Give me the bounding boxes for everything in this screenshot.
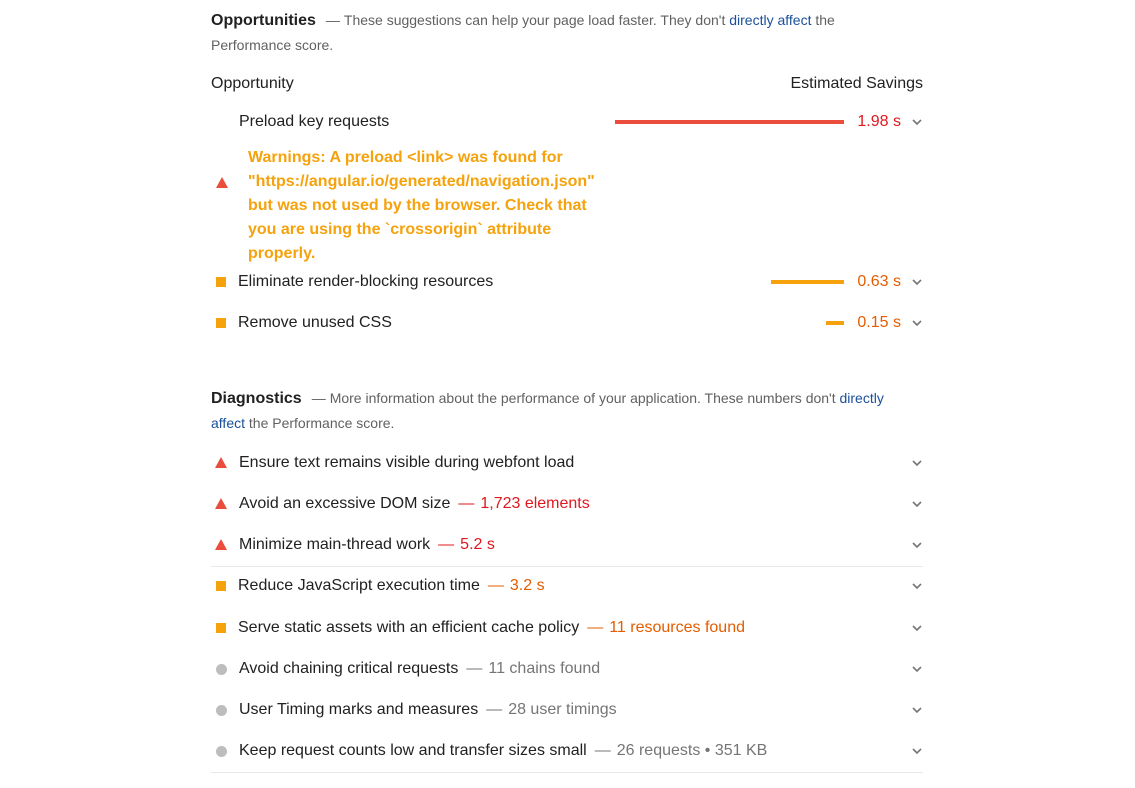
dash-separator: — xyxy=(438,536,455,553)
diagnostic-detail-value: 1,723 elements xyxy=(480,495,590,512)
opportunity-label: Eliminate render-blocking resources xyxy=(238,273,494,290)
opportunity-column-header: Opportunity xyxy=(211,75,294,92)
diagnostics-description: More information about the performance of your application. These numbers don't xyxy=(329,390,836,406)
diagnostic-detail-value: 11 chains found xyxy=(488,660,601,677)
diagnostic-row-request-counts[interactable] xyxy=(211,731,923,771)
chevron-down-icon[interactable] xyxy=(911,704,923,716)
chevron-down-icon[interactable] xyxy=(911,317,923,329)
savings-bar xyxy=(826,321,844,325)
diagnostic-title: Avoid chaining critical requests xyxy=(239,660,459,677)
opportunity-row-unused-css[interactable] xyxy=(211,303,923,343)
dash-separator: — xyxy=(487,577,504,594)
chevron-down-icon[interactable] xyxy=(911,276,923,288)
chevron-down-icon[interactable] xyxy=(911,116,923,128)
diagnostic-row-cache-policy[interactable] xyxy=(211,608,923,648)
savings-bar xyxy=(615,120,844,124)
square-icon xyxy=(216,277,226,287)
dash-separator: — xyxy=(486,701,503,718)
square-icon xyxy=(216,318,226,328)
square-icon xyxy=(216,623,226,633)
opportunities-description: These suggestions can help your page load faster. They don't xyxy=(343,12,726,28)
dash-separator: — xyxy=(458,495,475,512)
diagnostics-description-end: the Performance score. xyxy=(248,415,395,431)
savings-value: 1.98 s xyxy=(857,113,901,130)
opportunities-header xyxy=(211,8,851,57)
diagnostic-detail xyxy=(466,660,600,677)
triangle-icon xyxy=(215,498,227,509)
opportunity-label: Remove unused CSS xyxy=(238,314,392,331)
dash-separator: — xyxy=(311,390,326,406)
triangle-icon xyxy=(215,539,227,550)
diagnostics-header xyxy=(211,386,911,435)
dash-separator: — xyxy=(325,12,340,28)
chevron-down-icon[interactable] xyxy=(911,457,923,469)
opportunities-title: Opportunities xyxy=(211,12,316,29)
circle-icon xyxy=(216,705,227,716)
diagnostic-detail xyxy=(587,619,745,636)
opportunity-column-headers xyxy=(211,72,923,96)
row-divider xyxy=(211,772,923,773)
diagnostic-label xyxy=(239,649,600,689)
diagnostic-row-main-thread[interactable] xyxy=(211,525,923,565)
diagnostic-row-dom-size[interactable] xyxy=(211,484,923,524)
savings-value: 0.15 s xyxy=(857,314,901,331)
warning-triangle-icon xyxy=(216,177,228,188)
savings-value: 0.63 s xyxy=(857,273,901,290)
diagnostic-row-critical-chains[interactable] xyxy=(211,649,923,689)
estimated-savings-column-header: Estimated Savings xyxy=(790,75,923,92)
opportunities-description-end: the Performance score. xyxy=(211,12,835,53)
diagnostic-title: Reduce JavaScript execution time xyxy=(238,577,480,594)
diagnostic-detail-value: 28 user timings xyxy=(508,701,617,718)
circle-icon xyxy=(216,664,227,675)
diagnostic-label xyxy=(239,484,590,524)
diagnostic-detail-value: 3.2 s xyxy=(509,577,545,594)
chevron-down-icon[interactable] xyxy=(911,745,923,757)
diagnostic-label xyxy=(238,608,745,648)
chevron-down-icon[interactable] xyxy=(911,622,923,634)
diagnostic-label xyxy=(239,525,495,565)
diagnostic-title: Serve static assets with an efficient cache policy xyxy=(238,619,580,636)
diagnostic-row-js-execution[interactable] xyxy=(211,566,923,606)
savings-bar xyxy=(771,280,844,284)
diagnostic-detail-value: 26 requests • 351 KB xyxy=(616,742,768,759)
diagnostic-title: Ensure text remains visible during webfont load xyxy=(239,454,575,471)
dash-separator: — xyxy=(594,742,611,759)
chevron-down-icon[interactable] xyxy=(911,663,923,675)
diagnostic-label xyxy=(238,566,545,606)
diagnostic-detail xyxy=(458,495,589,512)
diagnostic-title: Keep request counts low and transfer sizes small xyxy=(239,742,587,759)
diagnostics-title: Diagnostics xyxy=(211,390,302,407)
directly-affect-link[interactable]: directly affect xyxy=(729,12,812,28)
warning-text: Warnings: A preload <link> was found for "https://angular.io/generated/navigation.json" but was not used by the browser. Check that you are using the `crossorigin` attribute properly. xyxy=(248,149,595,262)
dash-separator: — xyxy=(466,660,483,677)
square-icon xyxy=(216,581,226,591)
chevron-down-icon[interactable] xyxy=(911,539,923,551)
diagnostic-label xyxy=(239,443,574,483)
diagnostic-title: Avoid an excessive DOM size xyxy=(239,495,451,512)
diagnostic-detail xyxy=(488,577,545,594)
diagnostic-title: Minimize main-thread work xyxy=(239,536,431,553)
diagnostic-detail-value: 5.2 s xyxy=(460,536,495,553)
chevron-down-icon[interactable] xyxy=(911,580,923,592)
diagnostic-detail xyxy=(438,536,495,553)
diagnostic-detail-value: 11 resources found xyxy=(609,619,745,636)
opportunity-row-render-blocking[interactable] xyxy=(211,262,923,302)
directly-affect-link[interactable]: directly affect xyxy=(211,390,884,431)
diagnostic-detail xyxy=(595,742,768,759)
diagnostic-detail xyxy=(486,701,617,718)
diagnostic-label xyxy=(239,690,617,730)
diagnostic-row-user-timing[interactable] xyxy=(211,690,923,730)
diagnostic-row-webfont[interactable] xyxy=(211,443,923,483)
opportunity-label: Preload key requests xyxy=(239,113,390,130)
dash-separator: — xyxy=(587,619,604,636)
circle-icon xyxy=(216,746,227,757)
triangle-icon xyxy=(215,457,227,468)
diagnostic-label xyxy=(239,731,767,771)
chevron-down-icon[interactable] xyxy=(911,498,923,510)
opportunity-row-preload-key-requests[interactable] xyxy=(211,102,923,142)
diagnostic-title: User Timing marks and measures xyxy=(239,701,479,718)
